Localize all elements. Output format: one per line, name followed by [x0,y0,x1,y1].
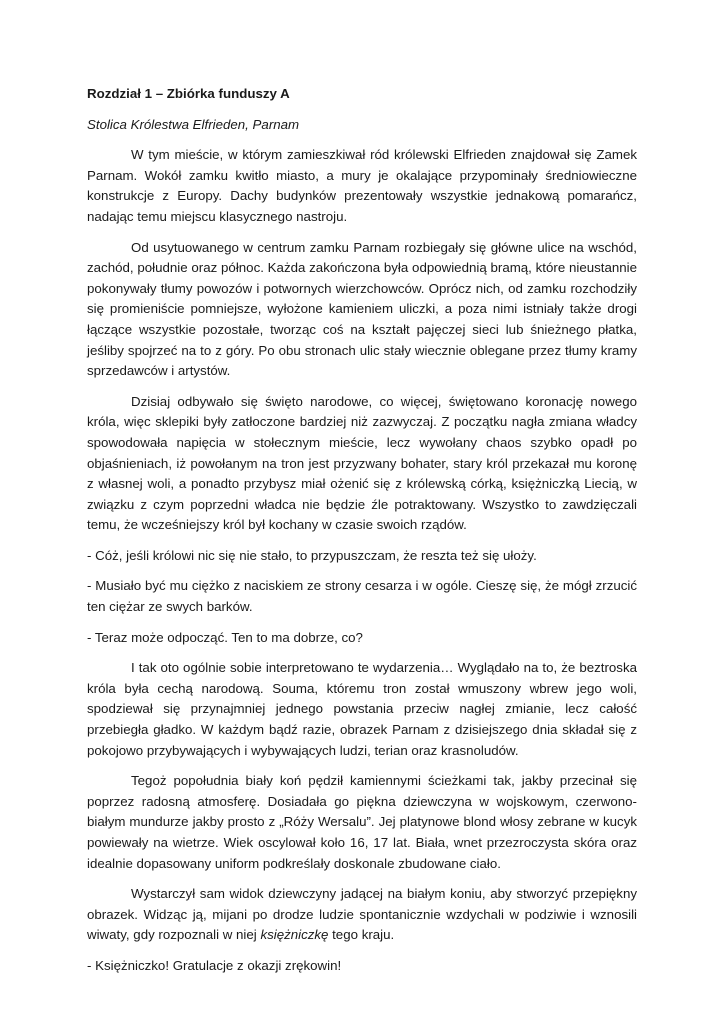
dialogue-line-1: - Cóż, jeśli królowi nic się nie stało, to przypuszczam, że reszta też się ułoży. [87,547,537,563]
document-page [87,84,637,987]
paragraph-6-text-end: tego kraju. [328,927,395,943]
paragraph-6 [87,884,637,946]
paragraph-3: Dzisiaj odbywało się święto narodowe, co więcej, świętowano koronację nowego króla, więc sklepiki były zatłoczone bardziej niż zazwyczaj. Z początku nagła zmiana władcy spowodowała napięcia w stołecznym mieście, lecz wywołany chaos szybko opadł po objaśnieniach, iż powołanym na tron jest przyzwany bohater, stary król przekazał mu koronę z własnej woli, a ponadto przybysz miał ożenić się z królewską córką, księżniczką Liecią, w związku z czym poprzedni władca nie będzie źle potraktowany. Wszystko to zawdzięczali temu, że wcześniejszy król był kochany w czasie swoich rządów. [87,393,637,533]
paragraph-6-emphasis: księżniczkę [260,927,329,943]
chapter-title: Rozdział 1 – Zbiórka funduszy A [87,86,290,101]
dialogue-line-4: - Księżniczko! Gratulacje z okazji zrękowin! [87,957,342,973]
paragraph-4: I tak oto ogólnie sobie interpretowano te wydarzenia… Wyglądało na to, że beztroska króla była cechą narodową. Souma, któremu tron został wmuszony wbrew jego woli, spodziewał się przynajmniej jednego powstania przeciw nagłej zmianie, lecz całość przebiegła gładko. W każdym bądź razie, obrazek Parnam z dzisiejszego dnia składał się z pokojowo przybywających i wybywających ludzi, terian oraz krasnoludów. [87,660,637,758]
paragraph-2: Od usytuowanego w centrum zamku Parnam rozbiegały się główne ulice na wschód, zachód, południe oraz północ. Każda zakończona była odpowiednią bramą, które nieustannie pokonywały tłumy powozów i potwornych wierzchowców. Oprócz nich, od zamku rozchodziły się promieniście pomniejsze, wyłożone kamieniem uliczki, a poza nimi istniały także drogi łączące wszystkie pozostałe, tworząc coś na kształt pajęczej sieci lub śnieżnego płatka, jeśliby spojrzeć na to z góry. Po obu stronach ulic stały wiecznie oblegane przez tłumy kramy sprzedawców i artystów. [87,239,637,379]
dialogue-line-3: - Teraz może odpocząć. Ten to ma dobrze, co? [87,629,363,645]
paragraph-6-text-start: Wystarczył sam widok dziewczyny jadącej na białym koniu, aby stworzyć przepiękny obrazek. Widząc ją, mijani po drodze ludzie spontanicznie wzdychali w podziwie i wznosili wiwaty, gdy rozpoznali w niej [87,886,637,943]
paragraph-5: Tegoż popołudnia biały koń pędził kamiennymi ścieżkami tak, jakby przecinał się poprzez radosną atmosferę. Dosiadała go piękna dziewczyna w wojskowym, czerwono-białym mundurze jakby prosto z „Róży Wersalu”. Jej platynowe blond włosy zebrane w kucyk powiewały na wietrze. Wiek oscylował koło 16, 17 lat. Biała, wnet przezroczysta skóra oraz idealnie dopasowany uniform podkreślały doskonale zbudowane ciało. [87,773,637,871]
dialogue-line-2: - Musiało być mu ciężko z naciskiem ze strony cesarza i w ogóle. Cieszę się, że mógł zrzucić ten ciężar ze swych barków. [87,578,637,615]
paragraph-1: W tym mieście, w którym zamieszkiwał ród królewski Elfrieden znajdował się Zamek Parnam. Wokół zamku kwitło miasto, a mury je okalające przypominały średniowieczne konstrukcje z Europy. Dachy budynków prezentowały wszystkie jednakową pomarańcz, nadając temu miejscu klasycznego nastroju. [87,147,637,224]
location-subtitle: Stolica Królestwa Elfrieden, Parnam [87,116,300,132]
